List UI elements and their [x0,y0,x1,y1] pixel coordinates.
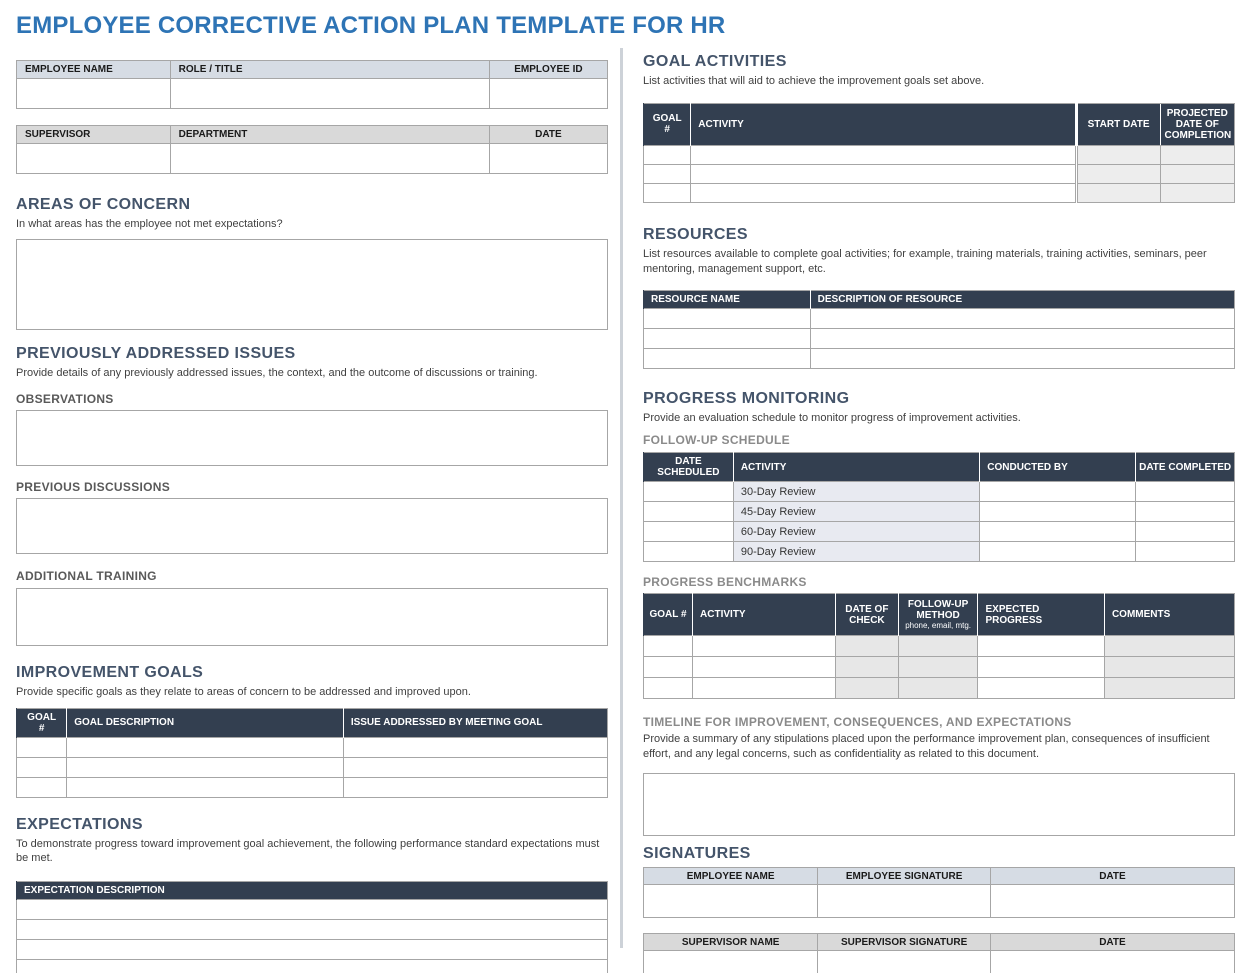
comments-header: COMMENTS [1104,594,1234,636]
table-row [17,900,608,920]
projected-completion-cell[interactable] [1160,183,1234,202]
goal-number-cell[interactable] [644,636,693,657]
goal-number-header: GOAL # [644,594,693,636]
table-row [644,636,1235,657]
date-completed-cell[interactable] [1136,522,1235,542]
resources-header-row [644,290,1235,308]
employee-name-header: EMPLOYEE NAME [644,868,818,885]
employee-signature-table [643,867,1235,918]
goal-activities-title: GOAL ACTIVITIES [643,53,787,70]
improvement-goals-header-row [17,708,608,737]
start-date-cell[interactable] [1076,164,1160,183]
expected-progress-header: EXPECTED PROGRESS [978,594,1104,636]
table-row [644,542,1235,562]
goal-number-header: GOAL # [17,708,67,737]
expected-progress-cell[interactable] [978,678,1104,699]
resources-table [643,290,1235,369]
areas-of-concern-input-box[interactable] [16,239,608,330]
goal-description-cell[interactable] [67,737,344,757]
expectations-table [16,881,608,973]
date-scheduled-header: DATE SCHEDULED [644,453,734,482]
activity-header: ACTIVITY [733,453,979,482]
expectation-description-cell[interactable] [17,940,608,960]
date-completed-header: DATE COMPLETED [1136,453,1235,482]
date-scheduled-cell[interactable] [644,522,734,542]
supervisor-input-cell[interactable] [17,144,171,174]
expectation-description-cell[interactable] [17,920,608,940]
date-scheduled-cell[interactable] [644,542,734,562]
table-row [644,678,1235,699]
resource-name-header: RESOURCE NAME [644,290,811,308]
activity-cell[interactable] [693,678,836,699]
conducted-by-header: CONDUCTED BY [980,453,1136,482]
followup-method-cell[interactable] [898,636,978,657]
start-date-cell[interactable] [1076,183,1160,202]
table-row [644,348,1235,368]
goal-activities-description: List activities that will aid to achieve the improvement goals set above. [643,75,985,87]
followup-activity-label: 30-Day Review [733,482,979,502]
table-row [644,145,1235,164]
goal-number-header: GOAL # [644,103,691,145]
employee-signature-input-cell[interactable] [818,885,991,918]
resource-name-cell[interactable] [644,328,811,348]
resource-name-cell[interactable] [644,348,811,368]
goal-activities-header-row [644,103,1235,145]
followup-schedule-table [643,452,1235,562]
progress-monitoring-title: PROGRESS MONITORING [643,389,850,407]
projected-completion-cell[interactable] [1160,145,1234,164]
issue-addressed-cell[interactable] [343,757,607,777]
goal-activities-table [643,103,1235,203]
employee-info-table [16,60,608,109]
date-scheduled-cell[interactable] [644,482,734,502]
table-row [17,920,608,940]
expectation-description-cell[interactable] [17,960,608,973]
expectations-header-row [17,882,608,900]
followup-activity-label: 60-Day Review [733,522,979,542]
resources-description: List resources available to complete goal activities; for example, training materials, training activities, seminars, peer mentoring, management support, etc. [643,247,1207,275]
column-divider [620,48,623,948]
activity-cell[interactable] [691,145,1076,164]
goal-description-cell[interactable] [67,757,344,777]
comments-cell[interactable] [1104,636,1234,657]
table-row [644,657,1235,678]
employee-info-input-row [17,79,608,109]
goal-number-cell[interactable] [17,777,67,797]
goal-number-cell[interactable] [644,164,691,183]
table-row [644,482,1235,502]
resource-description-cell[interactable] [810,308,1234,328]
date-header: DATE [489,126,607,144]
goal-number-cell[interactable] [644,183,691,202]
department-input-cell[interactable] [170,144,489,174]
date-of-check-cell[interactable] [836,678,899,699]
goal-number-cell[interactable] [644,657,693,678]
activity-cell[interactable] [691,183,1076,202]
improvement-goals-title: IMPROVEMENT GOALS [16,663,204,681]
progress-benchmarks-table [643,593,1235,699]
resource-description-header: DESCRIPTION OF RESOURCE [810,290,1234,308]
start-date-header: START DATE [1076,103,1160,145]
page-title: EMPLOYEE CORRECTIVE ACTION PLAN TEMPLATE FOR HR [16,12,726,39]
timeline-subheading: TIMELINE FOR IMPROVEMENT, CONSEQUENCES, AND EXPECTATIONS [643,715,1072,730]
supervisor-signature-header: SUPERVISOR SIGNATURE [818,934,991,951]
conducted-by-cell[interactable] [980,522,1136,542]
projected-completion-header: PROJECTED DATE OF COMPLETION [1160,103,1234,145]
department-header: DEPARTMENT [170,126,489,144]
improvement-goals-table [16,708,608,798]
followup-method-note: phone, email, mtg. [905,621,971,631]
previous-discussions-input-box[interactable] [16,498,608,554]
expected-progress-cell[interactable] [978,657,1104,678]
signatures-title: SIGNATURES [643,845,751,863]
projected-completion-cell[interactable] [1160,164,1234,183]
followup-method-cell[interactable] [898,657,978,678]
table-row [644,183,1235,202]
employee-id-input-cell[interactable] [489,79,607,109]
followup-method-label: FOLLOW-UP METHOD [907,599,969,622]
supervisor-name-input-cell[interactable] [644,951,818,973]
comments-cell[interactable] [1104,657,1234,678]
date-completed-cell[interactable] [1136,482,1235,502]
right-column [643,0,1235,973]
expected-progress-cell[interactable] [978,636,1104,657]
supervisor-info-input-row [17,144,608,174]
date-completed-cell[interactable] [1136,542,1235,562]
date-of-check-cell[interactable] [836,657,899,678]
improvement-goals-description: Provide specific goals as they relate to areas of concern to be addressed and improved upon. [16,685,471,698]
supervisor-name-header: SUPERVISOR NAME [644,934,818,951]
supervisor-signature-input-row [644,951,1235,973]
activity-cell[interactable] [693,657,836,678]
activity-cell[interactable] [693,636,836,657]
additional-training-subheading: ADDITIONAL TRAINING [16,568,157,583]
goal-number-cell[interactable] [17,757,67,777]
progress-monitoring-description: Provide an evaluation schedule to monitor progress of improvement activities. [643,411,1021,424]
employee-info-header-row [17,61,608,79]
followup-activity-label: 90-Day Review [733,542,979,562]
conducted-by-cell[interactable] [980,542,1136,562]
followup-method-header [898,594,978,636]
previously-addressed-description: Provide details of any previously addressed issues, the context, and the outcome of discussions or training. [16,366,538,379]
additional-training-input-box[interactable] [16,588,608,646]
table-row [17,960,608,973]
issue-addressed-header: ISSUE ADDRESSED BY MEETING GOAL [343,708,607,737]
followup-schedule-subheading: FOLLOW-UP SCHEDULE [643,433,790,448]
previously-addressed-title: PREVIOUSLY ADDRESSED ISSUES [16,344,296,362]
table-row [644,328,1235,348]
resource-description-cell[interactable] [810,328,1234,348]
date-of-check-cell[interactable] [836,636,899,657]
observations-subheading: OBSERVATIONS [16,391,114,406]
table-row [644,502,1235,522]
activity-cell[interactable] [691,164,1076,183]
timeline-input-box[interactable] [643,773,1235,836]
supervisor-info-table [16,125,608,174]
expectation-description-header: EXPECTATION DESCRIPTION [17,882,608,900]
resource-name-cell[interactable] [644,308,811,328]
supervisor-signature-input-cell[interactable] [818,951,991,973]
progress-benchmarks-subheading: PROGRESS BENCHMARKS [643,575,807,590]
table-row [17,940,608,960]
observations-input-box[interactable] [16,410,608,466]
comments-cell[interactable] [1104,678,1234,699]
supervisor-signature-table [643,933,1235,973]
employee-id-header: EMPLOYEE ID [489,61,607,79]
areas-of-concern-title: AREAS OF CONCERN [16,196,191,213]
role-title-input-cell[interactable] [170,79,489,109]
employee-signature-header: EMPLOYEE SIGNATURE [818,868,991,885]
resources-title: RESOURCES [643,225,748,243]
start-date-cell[interactable] [1076,145,1160,164]
signature-date-input-cell[interactable] [990,885,1234,918]
activity-header: ACTIVITY [693,594,836,636]
supervisor-signature-header-row [644,934,1235,951]
date-completed-cell[interactable] [1136,502,1235,522]
employee-name-input-cell[interactable] [17,79,171,109]
goal-number-cell[interactable] [644,145,691,164]
previous-discussions-subheading: PREVIOUS DISCUSSIONS [16,479,171,494]
areas-of-concern-description: In what areas has the employee not met expectations? [16,218,283,230]
goal-description-header: GOAL DESCRIPTION [67,708,344,737]
followup-activity-label: 45-Day Review [733,502,979,522]
goal-number-cell[interactable] [17,737,67,757]
employee-signature-input-row [644,885,1235,918]
employee-name-input-cell[interactable] [644,885,818,918]
supervisor-header: SUPERVISOR [17,126,171,144]
goal-number-cell[interactable] [644,678,693,699]
activity-header: ACTIVITY [691,103,1076,145]
table-row [644,522,1235,542]
conducted-by-cell[interactable] [980,502,1136,522]
date-of-check-header: DATE OF CHECK [836,594,899,636]
employee-signature-header-row [644,868,1235,885]
benchmarks-header-row [644,594,1235,636]
expectations-description: To demonstrate progress toward improvement goal achievement, the following performance standard expectations must be met. [16,837,600,865]
expectations-title: EXPECTATIONS [16,815,143,833]
goal-description-cell[interactable] [67,777,344,797]
signature-date-input-cell[interactable] [990,951,1234,973]
timeline-description: Provide a summary of any stipulations placed upon the performance improvement plan, consequences of insufficient effort, and any legal concerns, such as confidentiality as related to this document. [643,733,1210,761]
issue-addressed-cell[interactable] [343,737,607,757]
date-scheduled-cell[interactable] [644,502,734,522]
resource-description-cell[interactable] [810,348,1234,368]
employee-name-header: EMPLOYEE NAME [17,61,171,79]
table-row [644,164,1235,183]
table-row [17,757,608,777]
table-row [17,737,608,757]
left-column [16,0,608,973]
supervisor-info-header-row [17,126,608,144]
table-row [17,777,608,797]
conducted-by-cell[interactable] [980,482,1136,502]
followup-header-row [644,453,1235,482]
followup-method-cell[interactable] [898,678,978,699]
expectation-description-cell[interactable] [17,900,608,920]
date-header: DATE [990,868,1234,885]
table-row [644,308,1235,328]
role-title-header: ROLE / TITLE [170,61,489,79]
issue-addressed-cell[interactable] [343,777,607,797]
date-input-cell[interactable] [489,144,607,174]
date-header: DATE [990,934,1234,951]
